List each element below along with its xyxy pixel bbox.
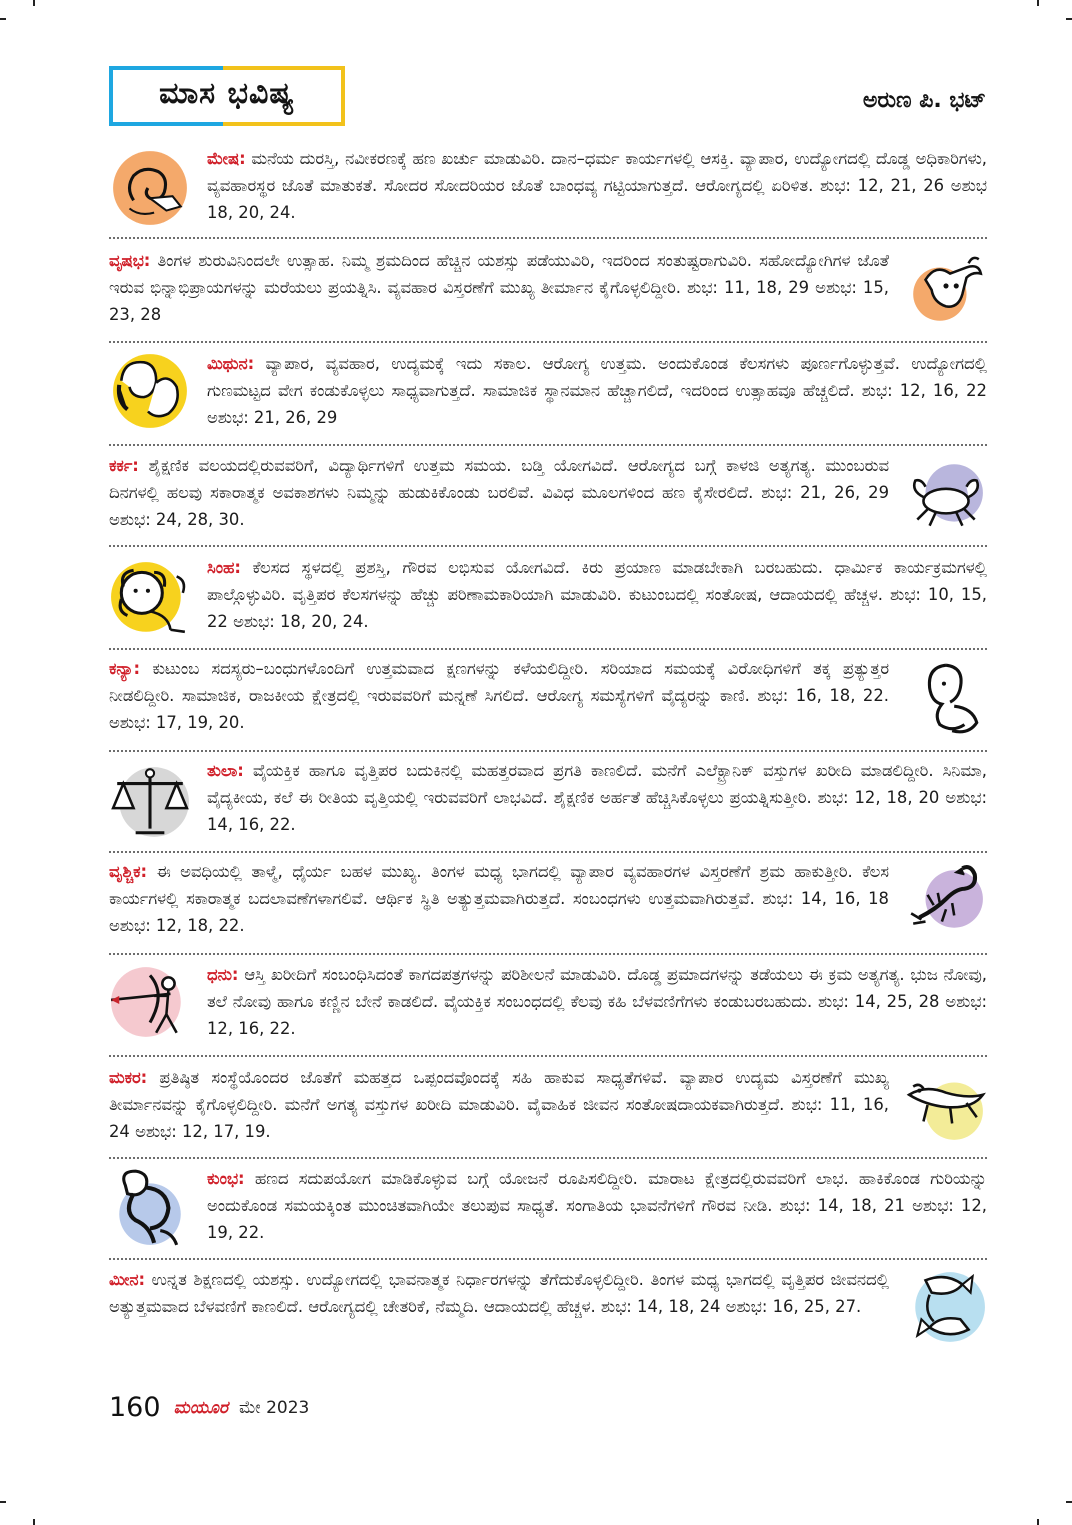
crop-mark <box>1037 1519 1039 1525</box>
entry-text <box>207 757 987 838</box>
dotted-divider <box>109 1258 987 1260</box>
dotted-divider <box>109 648 987 650</box>
crop-mark <box>1066 18 1072 20</box>
title-box <box>109 66 345 126</box>
horoscope-entry-mesha <box>109 145 987 226</box>
entry-text <box>109 655 889 736</box>
scorpion-icon <box>905 858 987 940</box>
prediction-text: ಪ್ರತಿಷ್ಠಿತ ಸಂಸ್ಥೆಯೊಂದರ ಜೊತೆಗೆ ಮಹತ್ತದ ಒಪ್ಪಂದವೊಂದಕ್ಕೆ ಸಹಿ ಹಾಕುವ ಸಾಧ್ಯತೆಗಳಿವೆ. ವ್ಯಾಪಾರ ಉದ್ಯಮ ವಿಸ್ತರಣೆಗೆ ಮುಖ್ಯ ತೀರ್ಮಾನವನ್ನು ಕೈಗೊಳ್ಳಲಿದ್ದೀರಿ. ಮನೆಗೆ ಅಗತ್ಯ ವಸ್ತುಗಳ ಖರೀದಿ ಮಾಡುವಿರಿ. ವೈವಾಹಿಕ ಜೀವನ ಸಂತೋಷದಾಯಕವಾಗಿರುತ್ತದೆ. ಶುಭ: 11, 16, 24 ಅಶುಭ: 12, 17, 19. <box>109 1068 889 1141</box>
prediction-text: ಆಸ್ತಿ ಖರೀದಿಗೆ ಸಂಬಂಧಿಸಿದಂತೆ ಕಾಗದಪತ್ರಗಳನ್ನು ಪರಿಶೀಲನೆ ಮಾಡುವಿರಿ. ದೊಡ್ಡ ಪ್ರಮಾದಗಳನ್ನು ತಡೆಯಲು ಈ ಕ್ರಮ ಅತ್ಯಗತ್ಯ. ಭುಜ ನೋವು, ತಲೆ ನೋವು ಹಾಗೂ ಕಣ್ಣಿನ ಬೇನೆ ಕಾಡಲಿದೆ. ವೈಯಕ್ತಿಕ ಸಂಬಂಧದಲ್ಲಿ ಕೆಲವು ಕಹಿ ಬೆಳವಣಿಗೆಗಳು ಕಂಡುಬರಬಹುದು. ಶುಭ: 14, 25, 28 ಅಶುಭ: 12, 16, 22. <box>207 965 987 1038</box>
sign-name: ಕರ್ಕ: <box>109 456 139 475</box>
horoscope-entry-vrushabha <box>109 247 987 328</box>
entry-text <box>207 961 987 1042</box>
prediction-text: ಮನೆಯ ದುರಸ್ತಿ, ನವೀಕರಣಕ್ಕೆ ಹಣ ಖರ್ಚು ಮಾಡುವಿರಿ. ದಾನ–ಧರ್ಮ ಕಾರ್ಯಗಳಲ್ಲಿ ಆಸಕ್ತಿ. ವ್ಯಾಪಾರ, ಉದ್ಯೋಗದಲ್ಲಿ ದೊಡ್ಡ ಅಧಿಕಾರಿಗಳು, ವ್ಯವಹಾರಸ್ಥರ ಜೊತೆ ಮಾತುಕತೆ. ಸೋದರ ಸೋದರಿಯರ ಜೊತೆ ಬಾಂಧವ್ಯ ಗಟ್ಟಿಯಾಗುತ್ತದೆ. ಆರೋಗ್ಯದಲ್ಲಿ ಏರಿಳಿತ. ಶುಭ: 12, 21, 26 ಅಶುಭ 18, 20, 24. <box>207 149 987 222</box>
prediction-text: ಉನ್ನತ ಶಿಕ್ಷಣದಲ್ಲಿ ಯಶಸ್ಸು. ಉದ್ಯೋಗದಲ್ಲಿ ಭಾವನಾತ್ಮಕ ನಿರ್ಧಾರಗಳನ್ನು ತೆಗೆದುಕೊಳ್ಳಲಿದ್ದೀರಿ. ತಿಂಗಳ ಮಧ್ಯ ಭಾಗದಲ್ಲಿ ವೃತ್ತಿಪರ ಜೀವನದಲ್ಲಿ ಅತ್ಯುತ್ತಮವಾದ ಬೆಳವಣಿಗೆ ಕಾಣಲಿದೆ. ಆರೋಗ್ಯದಲ್ಲಿ ಚೇತರಿಕೆ, ನೆಮ್ಮದಿ. ಆದಾಯದಲ್ಲಿ ಹೆಚ್ಚಳ. ಶುಭ: 14, 18, 24 ಅಶುಭ: 16, 25, 27. <box>109 1270 889 1316</box>
crocodile-icon <box>905 1064 987 1146</box>
twins-icon <box>109 350 191 432</box>
horoscope-entry-karka <box>109 452 987 533</box>
sign-name: ಮೇಷ: <box>207 149 246 168</box>
sign-name: ಧನು: <box>207 965 239 984</box>
crop-mark <box>33 1519 35 1525</box>
horoscope-entry-makara <box>109 1064 987 1145</box>
sign-name: ಮಕರ: <box>109 1068 148 1087</box>
page-footer <box>109 1392 309 1428</box>
dotted-divider <box>109 953 987 955</box>
entry-text <box>207 554 987 635</box>
prediction-text: ವ್ಯಾಪಾರ, ವ್ಯವಹಾರ, ಉದ್ಯಮಕ್ಕೆ ಇದು ಸಕಾಲ. ಆರೋಗ್ಯ ಉತ್ತಮ. ಅಂದುಕೊಂಡ ಕೆಲಸಗಳು ಪೂರ್ಣಗೊಳ್ಳುತ್ತವೆ. ಉದ್ಯೋಗದಲ್ಲಿ ಗುಣಮಟ್ಟದ ವೇಗ ಕಂಡುಕೊಳ್ಳಲು ಸಾಧ್ಯವಾಗುತ್ತದೆ. ಸಾಮಾಜಿಕ ಸ್ಥಾನಮಾನ ಹೆಚ್ಚಾಗಲಿದೆ, ಇದರಿಂದ ಉತ್ಸಾಹವೂ ಹೆಚ್ಚಲಿದೆ. ಶುಭ: 12, 16, 22 ಅಶುಭ: 21, 26, 29 <box>207 354 987 427</box>
dotted-divider <box>109 750 987 752</box>
prediction-text: ಕುಟುಂಬ ಸದಸ್ಯರು–ಬಂಧುಗಳೊಂದಿಗೆ ಉತ್ತಮವಾದ ಕ್ಷಣಗಳನ್ನು ಕಳೆಯಲಿದ್ದೀರಿ. ಸರಿಯಾದ ಸಮಯಕ್ಕೆ ವಿರೋಧಿಗಳಿಗೆ ತಕ್ಕ ಪ್ರತ್ಯುತ್ತರ ನೀಡಲಿದ್ದೀರಿ. ಸಾಮಾಜಿಕ, ರಾಜಕೀಯ ಕ್ಷೇತ್ರದಲ್ಲಿ ಇರುವವರಿಗೆ ಮನ್ನಣೆ ಸಿಗಲಿದೆ. ಆರೋಗ್ಯ ಸಮಸ್ಯೆಗಳಿಗೆ ವೈದ್ಯರನ್ನು ಕಾಣಿ. ಶುಭ: 16, 18, 22. ಅಶುಭ: 17, 19, 20. <box>109 659 889 732</box>
entry-text <box>207 145 987 226</box>
entry-text <box>109 1266 889 1320</box>
page-title: ಮಾಸ ಭವಿಷ್ಯ <box>159 76 295 111</box>
dotted-divider <box>109 237 987 239</box>
dotted-divider <box>109 851 987 853</box>
crop-mark <box>33 0 35 6</box>
entry-text <box>109 1064 889 1145</box>
sign-name: ವೃಶ್ಚಿಕ: <box>109 862 148 881</box>
bull-icon <box>905 249 987 331</box>
lion-icon <box>109 558 191 640</box>
water-pot-icon <box>109 1167 191 1249</box>
prediction-text: ಕೆಲಸದ ಸ್ಥಳದಲ್ಲಿ ಪ್ರಶಸ್ತಿ, ಗೌರವ ಲಭಿಸುವ ಯೋಗವಿದೆ. ಕಿರು ಪ್ರಯಾಣ ಮಾಡಬೇಕಾಗಿ ಬರಬಹುದು. ಧಾರ್ಮಿಕ ಕಾರ್ಯಕ್ರಮಗಳಲ್ಲಿ ಪಾಲ್ಗೊಳ್ಳುವಿರಿ. ವೃತ್ತಿಪರ ಕೆಲಸಗಳನ್ನು ಹೆಚ್ಚು ಪರಿಣಾಮಕಾರಿಯಾಗಿ ಮಾಡುವಿರಿ. ಕುಟುಂಬದಲ್ಲಿ ಸಂತೋಷ, ಆದಾಯದಲ್ಲಿ ಹೆಚ್ಚಳ. ಶುಭ: 10, 15, 22 ಅಶುಭ: 18, 20, 24. <box>207 558 987 631</box>
dotted-divider <box>109 444 987 446</box>
issue-date: ಮೇ 2023 <box>238 1397 310 1418</box>
sign-name: ವೃಷಭ: <box>109 251 151 270</box>
entry-text <box>207 350 987 431</box>
entry-text <box>207 1165 987 1246</box>
ram-icon <box>109 147 191 229</box>
crop-mark <box>1066 1501 1072 1503</box>
dotted-divider <box>109 545 987 547</box>
prediction-text: ಈ ಅವಧಿಯಲ್ಲಿ ತಾಳ್ಮೆ, ಧೈರ್ಯ ಬಹಳ ಮುಖ್ಯ. ತಿಂಗಳ ಮಧ್ಯ ಭಾಗದಲ್ಲಿ ವ್ಯಾಪಾರ ವ್ಯವಹಾರಗಳ ವಿಸ್ತರಣೆಗೆ ಶ್ರಮ ಹಾಕುತ್ತೀರಿ. ಕೆಲಸ ಕಾರ್ಯಗಳಲ್ಲಿ ಸಕಾರಾತ್ಮಕ ಬದಲಾವಣೆಗಳಾಗಲಿವೆ. ಆರ್ಥಿಕ ಸ್ಥಿತಿ ಅತ್ಯುತ್ತಮವಾಗಿರುತ್ತದೆ. ಸಂಬಂಧಗಳು ಉತ್ತಮವಾಗಿರುತ್ತವೆ. ಶುಭ: 14, 16, 18 ಅಶುಭ: 12, 18, 22. <box>109 862 889 935</box>
maiden-icon <box>905 657 987 739</box>
horoscope-entry-meena <box>109 1266 987 1320</box>
crop-mark <box>1037 0 1039 6</box>
magazine-name: ಮಯೂರ <box>173 1397 228 1418</box>
prediction-text: ತಿಂಗಳ ಶುರುವಿನಿಂದಲೇ ಉತ್ಸಾಹ. ನಿಮ್ಮ ಶ್ರಮದಿಂದ ಹೆಚ್ಚಿನ ಯಶಸ್ಸು ಪಡೆಯುವಿರಿ, ಇದರಿಂದ ಸಂತುಷ್ಟರಾಗುವಿರಿ. ಸಹೋದ್ಯೋಗಿಗಳ ಜೊತೆ ಇರುವ ಭಿನ್ನಾಭಿಪ್ರಾಯಗಳನ್ನು ಮರೆಯಲು ಪ್ರಯತ್ನಿಸಿ. ವ್ಯವಹಾರ ವಿಸ್ತರಣೆಗೆ ಮುಖ್ಯ ತೀರ್ಮಾನ ಕೈಗೊಳ್ಳಲಿದ್ದೀರಿ. ಶುಭ: 11, 18, 29 ಅಶುಭ: 15, 23, 28 <box>109 251 889 324</box>
prediction-text: ಶೈಕ್ಷಣಿಕ ವಲಯದಲ್ಲಿರುವವರಿಗೆ, ವಿದ್ಯಾರ್ಥಿಗಳಿಗೆ ಉತ್ತಮ ಸಮಯ. ಬಡ್ತಿ ಯೋಗವಿದೆ. ಆರೋಗ್ಯದ ಬಗ್ಗೆ ಕಾಳಜಿ ಅತ್ಯಗತ್ಯ. ಮುಂಬರುವ ದಿನಗಳಲ್ಲಿ ಹಲವು ಸಕಾರಾತ್ಮಕ ಅವಕಾಶಗಳು ನಿಮ್ಮನ್ನು ಹುಡುಕಿಕೊಂಡು ಬರಲಿವೆ. ವಿವಿಧ ಮೂಲಗಳಿಂದ ಹಣ ಕೈಸೇರಲಿದೆ. ಶುಭ: 21, 26, 29 ಅಶುಭ: 24, 28, 30. <box>109 456 889 529</box>
dotted-divider <box>109 1157 987 1159</box>
sign-name: ಕನ್ಯಾ: <box>109 659 141 678</box>
crab-icon <box>905 456 987 538</box>
crop-mark <box>0 18 6 20</box>
horoscope-entry-tula <box>109 757 987 838</box>
sign-name: ಕುಂಭ: <box>207 1169 245 1188</box>
prediction-text: ವೈಯಕ್ತಿಕ ಹಾಗೂ ವೃತ್ತಿಪರ ಬದುಕಿನಲ್ಲಿ ಮಹತ್ತರವಾದ ಪ್ರಗತಿ ಕಾಣಲಿದೆ. ಮನೆಗೆ ಎಲೆಕ್ಟ್ರಾನಿಕ್ ವಸ್ತುಗಳ ಖರೀದಿ ಮಾಡಲಿದ್ದೀರಿ. ಸಿನಿಮಾ, ವೈದ್ಯಕೀಯ, ಕಲೆ ಈ ರೀತಿಯ ವೃತ್ತಿಯಲ್ಲಿ ಇರುವವರಿಗೆ ಲಾಭವಿದೆ. ಶೈಕ್ಷಣಿಕ ಅರ್ಹತೆ ಹೆಚ್ಚಿಸಿಕೊಳ್ಳಲು ಪ್ರಯತ್ನಿಸುತ್ತೀರಿ. ಶುಭ: 12, 18, 20 ಅಶುಭ: 14, 16, 22. <box>207 761 987 834</box>
horoscope-entry-mithuna <box>109 350 987 431</box>
horoscope-entry-kumbha <box>109 1165 987 1246</box>
dotted-divider <box>109 341 987 343</box>
crop-mark <box>0 1501 6 1503</box>
fish-icon <box>905 1266 987 1348</box>
horoscope-entry-vrushchika <box>109 858 987 939</box>
author-name: ಅರುಣ ಪಿ. ಭಟ್ <box>862 88 986 113</box>
dotted-divider <box>109 1055 987 1057</box>
archer-icon <box>109 961 191 1043</box>
sign-name: ತುಲಾ: <box>207 761 244 780</box>
sign-name: ಮೀನ: <box>109 1270 146 1289</box>
sign-name: ಮಿಥುನ: <box>207 354 255 373</box>
horoscope-entry-simha <box>109 554 987 635</box>
entry-text <box>109 247 889 328</box>
scales-icon <box>109 761 191 843</box>
sign-name: ಸಿಂಹ: <box>207 558 241 577</box>
prediction-text: ಹಣದ ಸದುಪಯೋಗ ಮಾಡಿಕೊಳ್ಳುವ ಬಗ್ಗೆ ಯೋಜನೆ ರೂಪಿಸಲಿದ್ದೀರಿ. ಮಾರಾಟ ಕ್ಷೇತ್ರದಲ್ಲಿರುವವರಿಗೆ ಲಾಭ. ಹಾಕಿಕೊಂಡ ಗುರಿಯನ್ನು ಅಂದುಕೊಂಡ ಸಮಯಕ್ಕಿಂತ ಮುಂಚಿತವಾಗಿಯೇ ತಲುಪುವ ಸಾಧ್ಯತೆ. ಸಂಗಾತಿಯ ಭಾವನೆಗಳಿಗೆ ಗೌರವ ನೀಡಿ. ಶುಭ: 14, 18, 21 ಅಶುಭ: 12, 19, 22. <box>207 1169 987 1242</box>
horoscope-entry-kanya <box>109 655 987 736</box>
entry-text <box>109 452 889 533</box>
page-number: 160 <box>109 1392 161 1423</box>
horoscope-entry-dhanu <box>109 961 987 1042</box>
entry-text <box>109 858 889 939</box>
